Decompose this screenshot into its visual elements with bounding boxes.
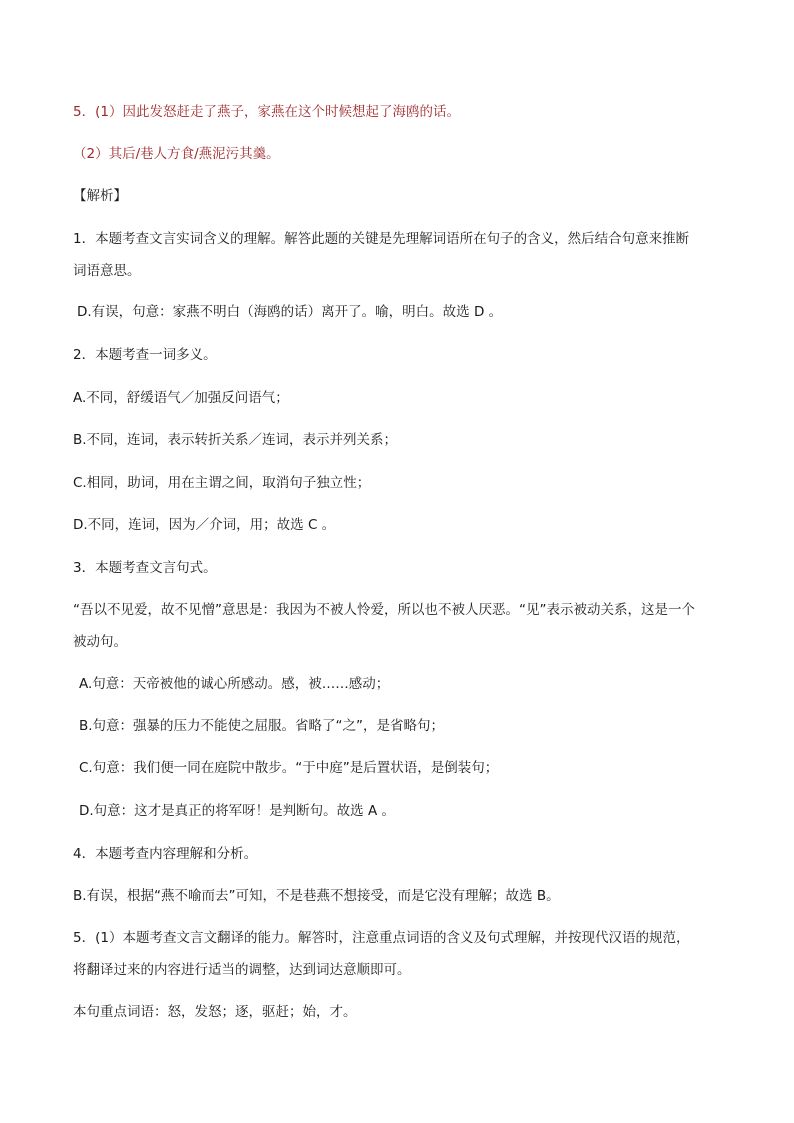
analysis-line: 被动句。 bbox=[73, 634, 127, 650]
analysis-line: 将翻译过来的内容进行适当的调整，达到词达意顺即可。 bbox=[73, 962, 411, 978]
analysis-line: 2．本题考查一词多义。 bbox=[73, 347, 217, 363]
analysis-line: B.有误，根据“燕不喻而去”可知，不是巷燕不想接受，而是它没有理解；故选 B。 bbox=[73, 888, 560, 904]
analysis-line: 4．本题考查内容理解和分析。 bbox=[73, 846, 258, 862]
analysis-heading: 【解析】 bbox=[73, 188, 127, 204]
analysis-line: A.句意：天帝被他的诚心所感动。感，被……感动； bbox=[79, 676, 390, 692]
analysis-line: B.不同，连词，表示转折关系／连词，表示并列关系； bbox=[73, 432, 398, 448]
answer-q5-part1: 5．(1）因此发怒赶走了燕子，家燕在这个时候想起了海鸥的话。 bbox=[73, 104, 460, 120]
answer-q5-part2: （2）其后/巷人方食/燕泥污其羹。 bbox=[73, 146, 280, 162]
analysis-line: 5．(1）本题考查文言文翻译的能力。解答时，注意重点词语的含义及句式理解，并按现代汉语的规范， bbox=[73, 930, 690, 946]
analysis-line: D.句意：这才是真正的将军呀！是判断句。故选 A 。 bbox=[79, 803, 396, 819]
analysis-line: C.句意：我们便一同在庭院中散步。“于中庭”是后置状语，是倒装句； bbox=[79, 760, 499, 776]
analysis-line: B.句意：强暴的压力不能使之屈服。省略了“之”，是省略句； bbox=[79, 718, 445, 734]
analysis-line: C.相同，助词，用在主谓之间，取消句子独立性； bbox=[73, 475, 371, 491]
analysis-line: 本句重点词语：怒，发怒；逐，驱赶；始，才。 bbox=[73, 1004, 357, 1020]
analysis-line: 1．本题考查文言实词含义的理解。解答此题的关键是先理解词语所在句子的含义，然后结合句意来推断 bbox=[73, 231, 690, 247]
analysis-line: “吾以不见爱，故不见憎”意思是：我因为不被人怜爱，所以也不被人厌恶。“见”表示被动关系，这是一个 bbox=[73, 602, 695, 618]
analysis-line: 3．本题考查文言句式。 bbox=[73, 560, 217, 576]
analysis-line: 词语意思。 bbox=[73, 263, 141, 279]
analysis-line: A.不同，舒缓语气／加强反问语气； bbox=[73, 390, 289, 406]
analysis-line: D.不同，连词，因为／介词，用；故选 C 。 bbox=[73, 517, 336, 533]
analysis-line: D.有误，句意：家燕不明白（海鸥的话）离开了。喻，明白。故选 D 。 bbox=[77, 304, 503, 320]
